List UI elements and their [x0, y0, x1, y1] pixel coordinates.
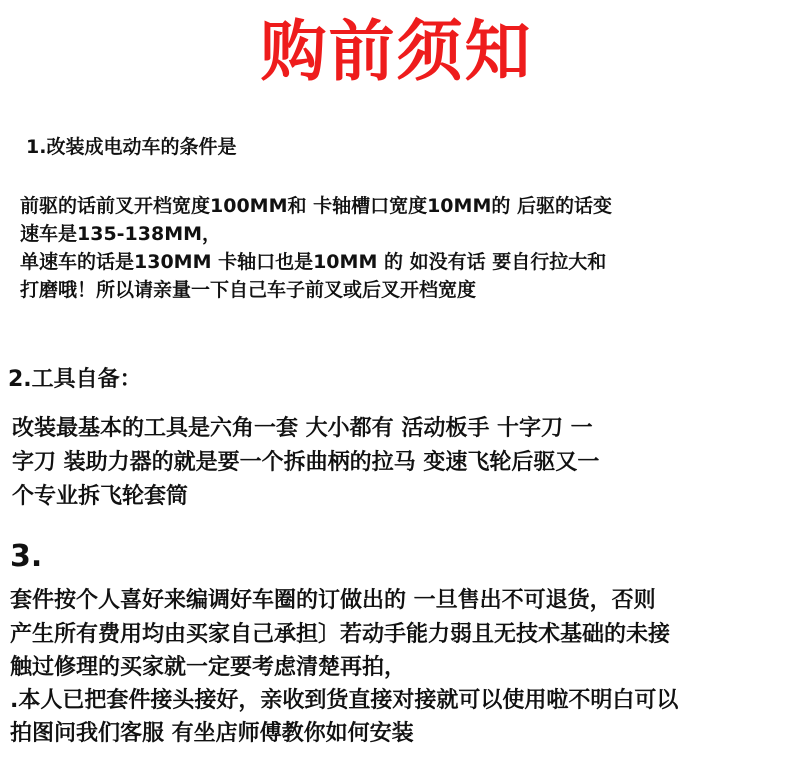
section2-line: 改装最基本的工具是六角一套 大小都有 活动板手 十字刀 一: [12, 416, 593, 441]
section3-line: 触过修理的买家就一定要考虑清楚再拍，: [10, 655, 407, 680]
section1-line: 单速车的话是130MM 卡轴口也是10MM 的 如没有话 要自行拉大和: [20, 251, 607, 273]
section2-line: 字刀 装助力器的就是要一个拆曲柄的拉马 变速飞轮后驱又一: [12, 450, 600, 475]
section1-line: 速车是135-138MM，: [20, 223, 222, 245]
section1-line: 打磨哦！所以请亲量一下自己车子前叉或后叉开档宽度: [20, 279, 477, 301]
section2-line: 个专业拆飞轮套筒: [12, 484, 189, 509]
section3-line: 产生所有费用均由买家自己承担〕若动手能力弱且无技术基础的未接: [10, 622, 671, 647]
section3-line: 拍图问我们客服 有坐店师傅教你如何安装: [10, 721, 414, 746]
section1-line: 前驱的话前叉开档宽度100MM和 卡轴槽口宽度10MM的 后驱的话变: [20, 195, 612, 217]
section3-line: .本人已把套件接头接好，亲收到货直接对接就可以使用啦不明白可以: [10, 688, 679, 713]
section1-heading: 1.改装成电动车的条件是: [26, 136, 237, 158]
section3-line: 套件按个人喜好来编调好车圈的订做出的 一旦售出不可退货，否则: [10, 588, 656, 613]
section2-heading: 2.工具自备：: [8, 367, 142, 392]
section3-heading: 3.: [10, 539, 43, 574]
page-title: 购前须知: [260, 13, 533, 90]
